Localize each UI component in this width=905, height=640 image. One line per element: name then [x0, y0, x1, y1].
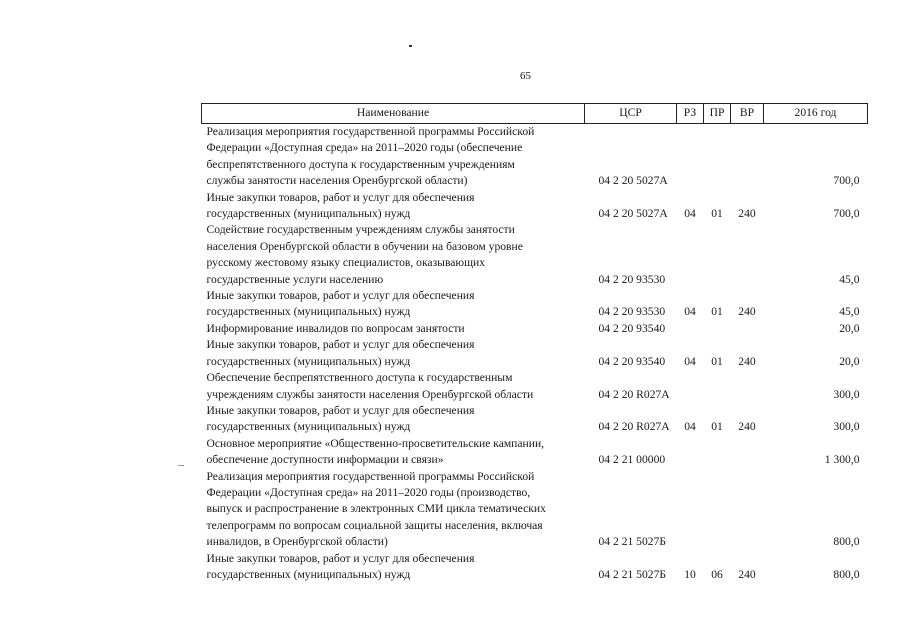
row-name-line: выпуск и распространение в электронных СМИ цикла тематических — [206, 502, 546, 516]
row-rz: 10 — [684, 567, 696, 581]
table-row — [202, 321, 868, 337]
row-vr — [731, 436, 764, 469]
row-name-line: Иные закупки товаров, работ и услуг для обеспечения — [206, 551, 475, 565]
row-csr: 04 2 20 R027А — [598, 420, 670, 434]
row-name-line: населения Оренбургской области в обучении на базовом уровне — [206, 239, 523, 253]
row-name-line: государственных (муниципальных) нужд — [206, 207, 411, 221]
row-name-line: Федерации «Доступная среда» на 2011–2020 годы (производство, — [206, 485, 531, 499]
row-rz: 04 — [684, 305, 696, 319]
row-value: 700,0 — [833, 174, 860, 188]
row-name — [202, 321, 585, 337]
row-pr: 01 — [711, 420, 723, 434]
table-row — [202, 124, 868, 190]
row-rz — [677, 370, 704, 403]
row-name — [202, 436, 585, 469]
row-rz: 04 — [684, 207, 696, 221]
row-pr: 01 — [711, 207, 723, 221]
row-rz: 04 — [684, 354, 696, 368]
row-csr: 04 2 21 00000 — [598, 453, 666, 467]
budget-table — [201, 103, 868, 583]
row-pr: 01 — [711, 305, 723, 319]
row-name-line: государственных (муниципальных) нужд — [206, 354, 411, 368]
row-vr: 240 — [738, 207, 756, 221]
row-name — [202, 124, 585, 190]
row-name-line: Информирование инвалидов по вопросам занятости — [206, 321, 465, 335]
row-name-line: государственных (муниципальных) нужд — [206, 420, 411, 434]
table-row — [202, 288, 868, 321]
row-name-line: государственных (муниципальных) нужд — [206, 305, 411, 319]
row-pr — [704, 222, 731, 288]
row-name-line: Основное мероприятие «Общественно-просветительские кампании, — [206, 436, 545, 450]
row-csr: 04 2 20 R027А — [598, 387, 670, 401]
row-name-line: русскому жестовому языку специалистов, оказывающих — [206, 256, 485, 270]
row-name-line: Иные закупки товаров, работ и услуг для обеспечения — [206, 338, 475, 352]
row-name-line: Федерации «Доступная среда» на 2011–2020 годы (обеспечение — [206, 141, 523, 155]
row-pr — [704, 436, 731, 469]
row-value: 800,0 — [833, 567, 860, 581]
row-vr — [731, 124, 764, 190]
row-rz — [677, 436, 704, 469]
table-header — [202, 104, 868, 124]
row-name — [202, 551, 585, 584]
row-name-line: государственные услуги населению — [206, 272, 384, 286]
table-row — [202, 436, 868, 469]
row-name — [202, 222, 585, 288]
row-name-line: инвалидов, в Оренбургской области) — [206, 535, 388, 549]
row-vr: 240 — [738, 567, 756, 581]
row-name-line: Содействие государственным учреждениям службы занятости — [206, 223, 515, 237]
row-vr: 240 — [738, 354, 756, 368]
row-value: 20,0 — [839, 321, 860, 335]
row-vr — [731, 222, 764, 288]
row-name-line: Иные закупки товаров, работ и услуг для обеспечения — [206, 190, 475, 204]
row-rz: 04 — [684, 420, 696, 434]
row-name — [202, 403, 585, 436]
row-name-line: Реализация мероприятия государственной программы Российской — [206, 125, 535, 138]
row-csr: 04 2 20 93540 — [598, 354, 666, 368]
row-name — [202, 190, 585, 223]
table-row — [202, 551, 868, 584]
page-number: 65 — [520, 70, 531, 82]
row-vr — [731, 321, 764, 337]
header-name: Наименование — [202, 104, 585, 124]
table-row — [202, 469, 868, 551]
row-vr — [731, 469, 764, 551]
header-rz: РЗ — [677, 104, 704, 124]
scan-speck — [409, 45, 412, 47]
row-value: 20,0 — [839, 354, 860, 368]
row-name-line: службы занятости населения Оренбургской области) — [206, 174, 468, 188]
header-year: 2016 год — [764, 104, 868, 124]
table-row — [202, 370, 868, 403]
header-pr: ПР — [704, 104, 731, 124]
row-name-line: учреждениям службы занятости населения Оренбургской области — [206, 387, 534, 401]
header-csr: ЦСР — [585, 104, 677, 124]
margin-mark — [178, 465, 184, 466]
row-pr: 06 — [711, 567, 723, 581]
row-value: 700,0 — [833, 207, 860, 221]
row-vr: 240 — [738, 305, 756, 319]
table-row — [202, 403, 868, 436]
row-name-line: телепрограмм по вопросам социальной защиты населения, включая — [206, 518, 543, 532]
row-value: 300,0 — [833, 420, 860, 434]
row-pr — [704, 124, 731, 190]
row-name — [202, 337, 585, 370]
row-name-line: Иные закупки товаров, работ и услуг для обеспечения — [206, 403, 475, 417]
row-name-line: Обеспечение беспрепятственного доступа к государственным — [206, 371, 513, 385]
row-value: 800,0 — [833, 535, 860, 549]
row-csr: 04 2 20 93530 — [598, 305, 666, 319]
row-csr: 04 2 20 93540 — [598, 321, 666, 335]
row-name-line: беспрепятственного доступа к государственным учреждениям — [206, 157, 515, 171]
row-rz — [677, 321, 704, 337]
row-value: 1 300,0 — [824, 453, 860, 467]
row-pr — [704, 469, 731, 551]
row-rz — [677, 124, 704, 190]
table-body — [202, 124, 868, 584]
row-rz — [677, 222, 704, 288]
row-name-line: государственных (муниципальных) нужд — [206, 567, 411, 581]
header-vr: ВР — [731, 104, 764, 124]
row-csr: 04 2 20 5027А — [598, 174, 668, 188]
row-name — [202, 370, 585, 403]
row-csr: 04 2 20 5027А — [598, 207, 668, 221]
row-value: 300,0 — [833, 387, 860, 401]
row-vr: 240 — [738, 420, 756, 434]
row-name — [202, 288, 585, 321]
row-csr: 04 2 21 5027Б — [598, 535, 667, 549]
table-row — [202, 222, 868, 288]
row-csr: 04 2 20 93530 — [598, 272, 666, 286]
row-value: 45,0 — [839, 272, 860, 286]
row-name-line: Реализация мероприятия государственной программы Российской — [206, 469, 535, 483]
table-row — [202, 337, 868, 370]
row-csr: 04 2 21 5027Б — [598, 567, 667, 581]
row-pr: 01 — [711, 354, 723, 368]
table-row — [202, 190, 868, 223]
row-name-line: обеспечение доступности информации и связи» — [206, 453, 444, 467]
row-value: 45,0 — [839, 305, 860, 319]
row-pr — [704, 370, 731, 403]
row-name — [202, 469, 585, 551]
row-vr — [731, 370, 764, 403]
row-pr — [704, 321, 731, 337]
row-rz — [677, 469, 704, 551]
row-name-line: Иные закупки товаров, работ и услуг для обеспечения — [206, 289, 475, 303]
